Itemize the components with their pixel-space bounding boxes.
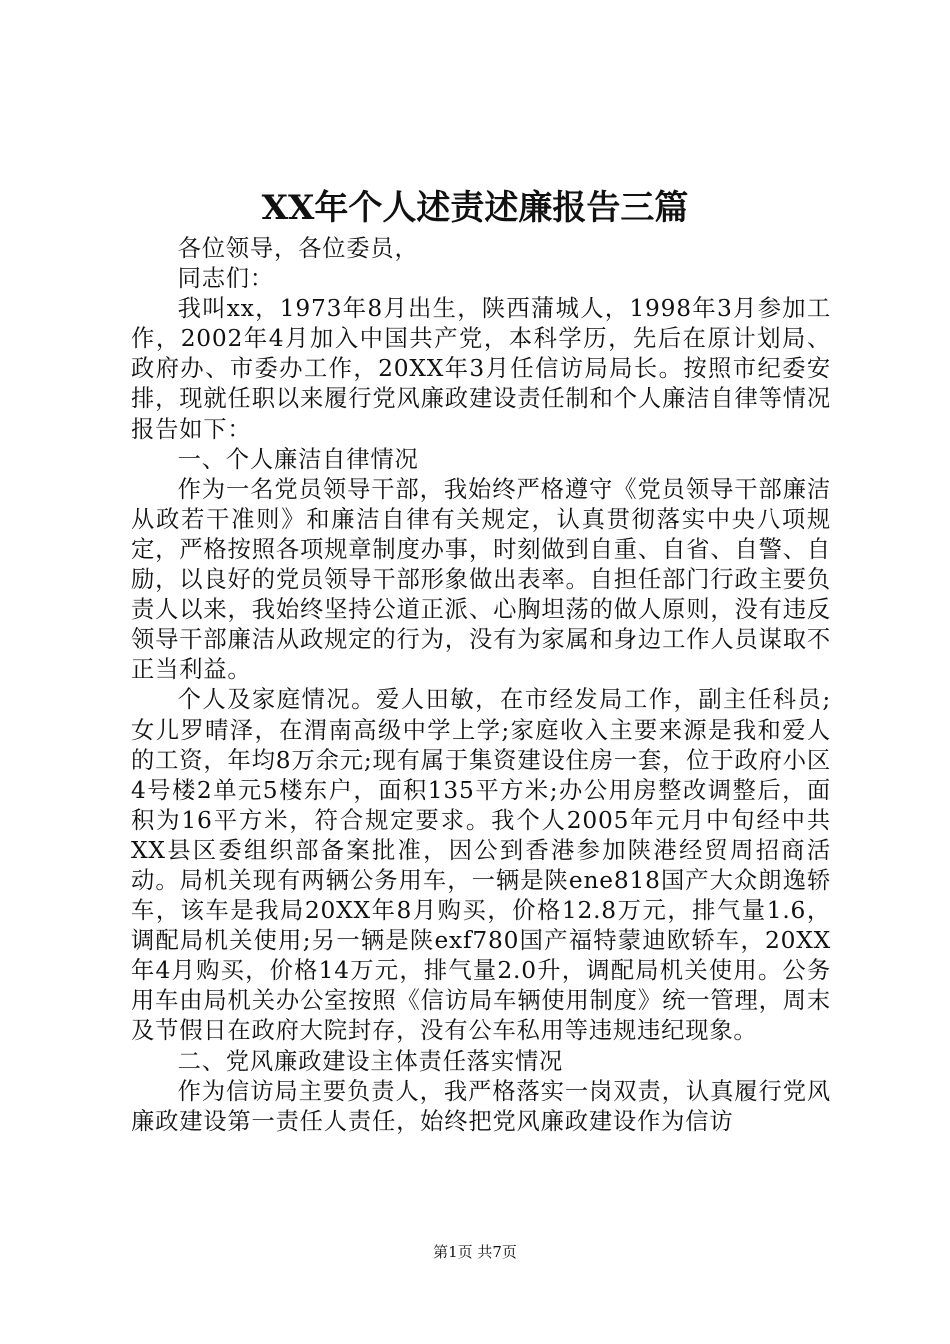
section-heading-1: 一、个人廉洁自律情况 — [177, 445, 419, 473]
salutation-line-2: 同志们： — [177, 265, 274, 293]
section-1-paragraph-1: 作为一名党员领导干部，我始终严格遵守《党员领导干部廉洁从政若干准则》和廉洁自律有关规定，认真贯彻落实中央八项规定，严格按照各项规章制度办事，时刻做到自重、自省、自警、自励，以良好的党员领导干部形象做出表率。自担任部门行政主要负责人以来，我始终坚持公道正派、心胸坦荡的做人原则，没有违反领导干部廉洁从政规定的行为，没有为家属和身边工作人员谋取不正当利益。 — [131, 475, 831, 684]
section-1-paragraph-2: 个人及家庭情况。爱人田敏，在市经发局工作，副主任科员;女儿罗晴泽，在渭南高级中学上学;家庭收入主要来源是我和爱人的工资，年均8万余元;现有属于集资建设住房一套，位于政府小区4号楼2单元5楼东户，面积135平方米;办公用房整改调整后，面积为16平方米，符合规定要求。我个人2005年元月中旬经中共XX县区委组织部备案批准，因公到香港参加陕港经贸周招商活动。局机关现有两辆公务用车，一辆是陕ene818国产大众朗逸轿车，该车是我局20XX年8月购买，价格12.8万元，排气量1.6，调配局机关使用;另一辆是陕exf780国产福特蒙迪欧轿车，20XX年4月购买，价格14万元，排气量2.0升，调配局机关使用。公务用车由局机关办公室按照《信访局车辆使用制度》统一管理，周末及节假日在政府大院封存，没有公车私用等违规违纪现象。 — [131, 686, 831, 1045]
document-body — [131, 234, 831, 1137]
page-footer: 第1页 共7页 — [433, 1243, 517, 1261]
intro-paragraph: 我叫xx，1973年8月出生，陕西蒲城人，1998年3月参加工作，2002年4月加入中国共产党，本科学历，先后在原计划局、政府办、市委办工作，20XX年3月任信访局局长。按照市纪委安排，现就任职以来履行党风廉政建设责任制和个人廉洁自律等情况报告如下： — [131, 295, 831, 443]
document-title: XX年个人述责述廉报告三篇 — [261, 188, 689, 228]
section-2-paragraph-1: 作为信访局主要负责人，我严格落实一岗双责，认真履行党风廉政建设第一责任人责任，始终把党风廉政建设作为信访 — [131, 1077, 831, 1135]
salutation-line-1: 各位领导，各位委员， — [177, 235, 419, 262]
section-heading-2: 二、党风廉政建设主体责任落实情况 — [177, 1047, 564, 1075]
